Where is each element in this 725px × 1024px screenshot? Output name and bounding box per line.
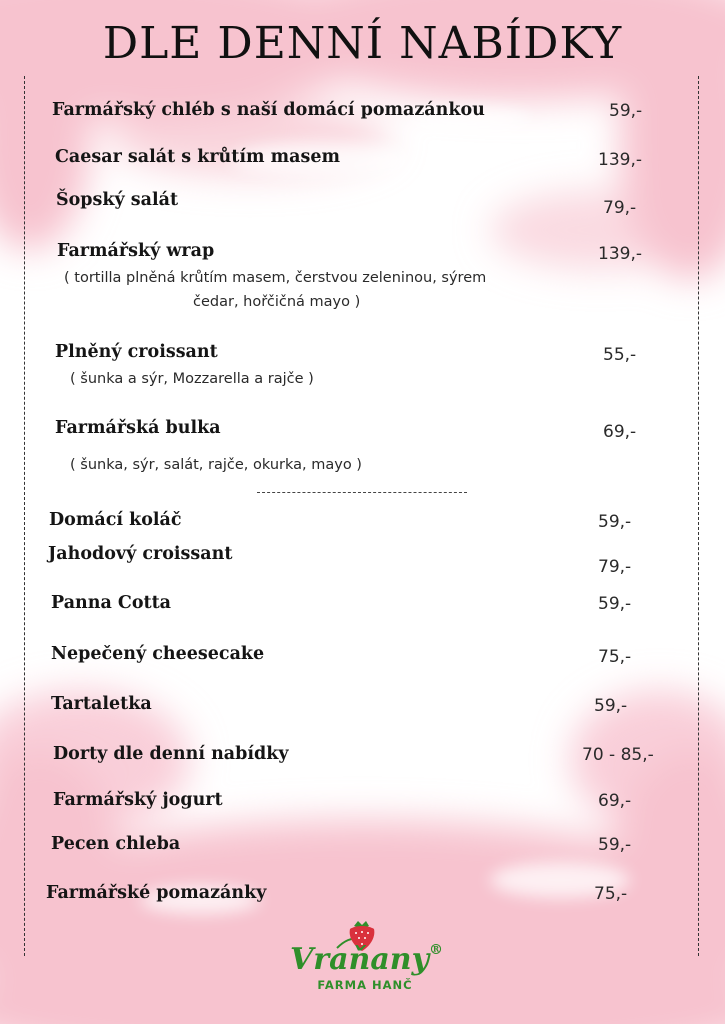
item-name: Panna Cotta xyxy=(51,593,172,613)
item-price: 70 - 85,- xyxy=(582,745,654,765)
item-price: 139,- xyxy=(598,150,642,170)
item-name: Farmářský wrap xyxy=(57,241,215,261)
item-name: Šopský salát xyxy=(56,190,179,210)
item-name: Pecen chleba xyxy=(51,834,181,854)
item-price: 75,- xyxy=(594,884,628,904)
right-dashed-border xyxy=(698,76,699,956)
item-name: Nepečený cheesecake xyxy=(51,644,265,664)
item-price: 59,- xyxy=(598,512,632,532)
item-name: Farmářský chléb s naší domácí pomazánkou xyxy=(52,100,485,120)
brand-logo xyxy=(290,918,444,998)
item-name: Jahodový croissant xyxy=(48,544,233,564)
item-description: čedar, hořčičná mayo ) xyxy=(193,294,361,310)
item-description: ( šunka, sýr, salát, rajče, okurka, mayo ) xyxy=(70,457,362,473)
item-name: Farmářský jogurt xyxy=(53,790,223,810)
brand-name xyxy=(290,942,444,977)
item-name: Tartaletka xyxy=(51,694,152,714)
item-price: 79,- xyxy=(598,557,632,577)
item-price: 59,- xyxy=(598,594,632,614)
left-dashed-border xyxy=(24,76,25,956)
item-name: Dorty dle denní nabídky xyxy=(53,744,289,764)
registered-mark: ® xyxy=(429,942,444,958)
item-price: 75,- xyxy=(598,647,632,667)
item-price: 69,- xyxy=(598,791,632,811)
item-price: 59,- xyxy=(598,835,632,855)
item-price: 59,- xyxy=(609,101,643,121)
brand-wordmark: Vraňany xyxy=(290,942,430,977)
item-name: Farmářské pomazánky xyxy=(46,883,267,903)
brand-subtitle: FARMA HANČ xyxy=(317,978,413,992)
item-description: ( tortilla plněná krůtím masem, čerstvou zeleninou, sýrem xyxy=(64,270,487,286)
item-description: ( šunka a sýr, Mozzarella a rajče ) xyxy=(70,371,314,387)
item-price: 55,- xyxy=(603,345,637,365)
item-name: Farmářská bulka xyxy=(55,418,221,438)
section-divider xyxy=(257,492,467,493)
item-price: 139,- xyxy=(598,244,642,264)
item-price: 59,- xyxy=(594,696,628,716)
item-name: Plněný croissant xyxy=(55,342,218,362)
page-title: DLE DENNÍ NABÍDKY xyxy=(102,18,623,69)
item-name: Caesar salát s krůtím masem xyxy=(55,147,340,167)
item-price: 69,- xyxy=(603,422,637,442)
item-name: Domácí koláč xyxy=(49,510,182,530)
item-price: 79,- xyxy=(603,198,637,218)
